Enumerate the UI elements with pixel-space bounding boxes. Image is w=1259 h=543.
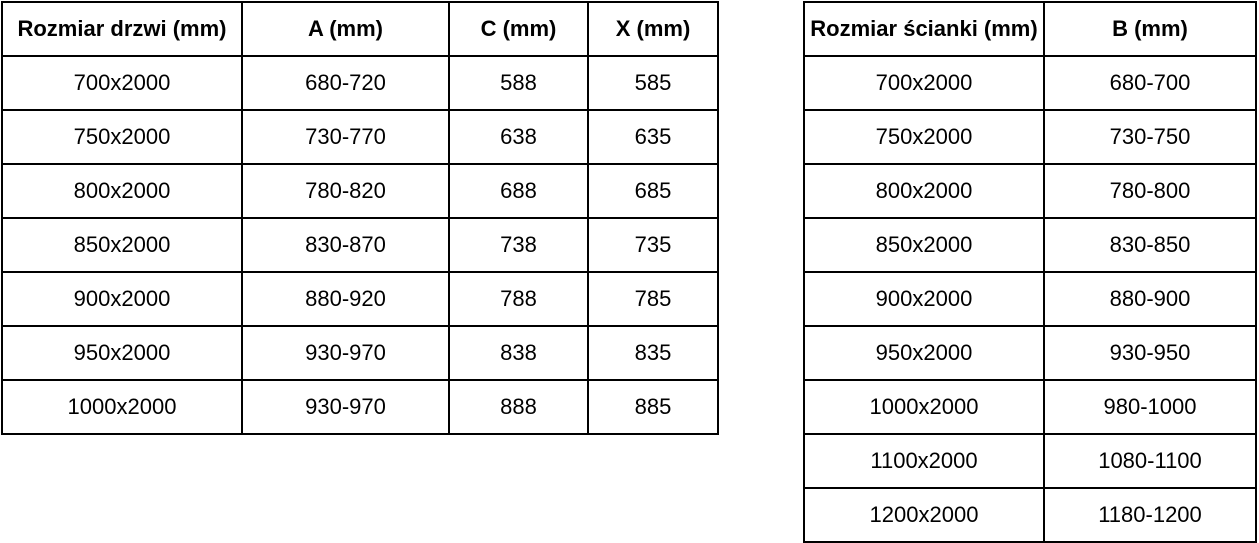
door-sizes-table xyxy=(1,1,719,435)
table-cell: 730-750 xyxy=(1044,110,1256,164)
table-cell: 880-920 xyxy=(242,272,449,326)
table-cell: 1200x2000 xyxy=(804,488,1044,542)
column-header: X (mm) xyxy=(588,2,718,56)
table-cell: 950x2000 xyxy=(804,326,1044,380)
table-row xyxy=(2,326,718,380)
table-cell: 880-900 xyxy=(1044,272,1256,326)
table-cell: 750x2000 xyxy=(804,110,1044,164)
table-row xyxy=(804,488,1256,542)
table-cell: 685 xyxy=(588,164,718,218)
table-cell: 1100x2000 xyxy=(804,434,1044,488)
table-row xyxy=(2,110,718,164)
table-cell: 1000x2000 xyxy=(2,380,242,434)
table-cell: 730-770 xyxy=(242,110,449,164)
table-cell: 780-800 xyxy=(1044,164,1256,218)
table-cell: 680-720 xyxy=(242,56,449,110)
table-cell: 700x2000 xyxy=(2,56,242,110)
table-row xyxy=(804,56,1256,110)
table-cell: 838 xyxy=(449,326,588,380)
table-cell: 738 xyxy=(449,218,588,272)
table-row xyxy=(804,110,1256,164)
table-cell: 788 xyxy=(449,272,588,326)
table-cell: 1000x2000 xyxy=(804,380,1044,434)
table-cell: 980-1000 xyxy=(1044,380,1256,434)
table-row xyxy=(2,164,718,218)
table-cell: 1080-1100 xyxy=(1044,434,1256,488)
table-cell: 680-700 xyxy=(1044,56,1256,110)
table-row xyxy=(804,326,1256,380)
table-cell: 1180-1200 xyxy=(1044,488,1256,542)
table-cell: 750x2000 xyxy=(2,110,242,164)
table-cell: 638 xyxy=(449,110,588,164)
table-cell: 900x2000 xyxy=(2,272,242,326)
table-row xyxy=(2,218,718,272)
table-cell: 785 xyxy=(588,272,718,326)
table-cell: 885 xyxy=(588,380,718,434)
header-row xyxy=(2,2,718,56)
table-cell: 735 xyxy=(588,218,718,272)
table-cell: 688 xyxy=(449,164,588,218)
table-row xyxy=(804,272,1256,326)
table-cell: 585 xyxy=(588,56,718,110)
table-cell: 950x2000 xyxy=(2,326,242,380)
table-cell: 850x2000 xyxy=(804,218,1044,272)
table-cell: 930-970 xyxy=(242,380,449,434)
table-row xyxy=(804,380,1256,434)
table-row xyxy=(2,56,718,110)
column-header: B (mm) xyxy=(1044,2,1256,56)
table-row xyxy=(2,272,718,326)
table-cell: 800x2000 xyxy=(2,164,242,218)
table-cell: 635 xyxy=(588,110,718,164)
table-row xyxy=(804,218,1256,272)
table-cell: 888 xyxy=(449,380,588,434)
table-cell: 930-970 xyxy=(242,326,449,380)
header-row xyxy=(804,2,1256,56)
table-row xyxy=(804,164,1256,218)
column-header: Rozmiar ścianki (mm) xyxy=(804,2,1044,56)
column-header: Rozmiar drzwi (mm) xyxy=(2,2,242,56)
table-cell: 800x2000 xyxy=(804,164,1044,218)
column-header: C (mm) xyxy=(449,2,588,56)
table-cell: 850x2000 xyxy=(2,218,242,272)
table-cell: 700x2000 xyxy=(804,56,1044,110)
table-cell: 830-870 xyxy=(242,218,449,272)
column-header: A (mm) xyxy=(242,2,449,56)
table-cell: 900x2000 xyxy=(804,272,1044,326)
table-cell: 835 xyxy=(588,326,718,380)
table-row xyxy=(2,380,718,434)
table-row xyxy=(804,434,1256,488)
table-cell: 830-850 xyxy=(1044,218,1256,272)
table-cell: 780-820 xyxy=(242,164,449,218)
wall-sizes-table xyxy=(803,1,1257,543)
table-cell: 930-950 xyxy=(1044,326,1256,380)
table-cell: 588 xyxy=(449,56,588,110)
